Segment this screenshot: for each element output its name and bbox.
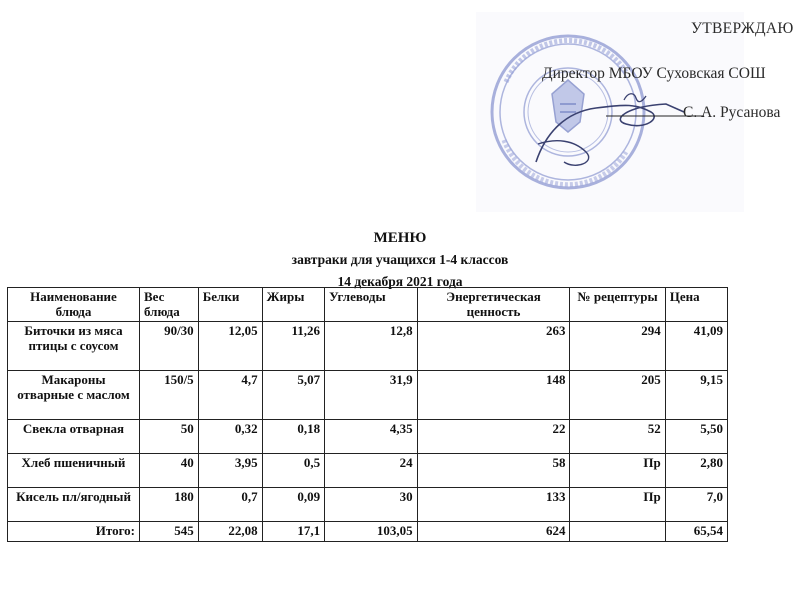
page-title: МЕНЮ xyxy=(373,230,427,246)
dish-fats: 5,07 xyxy=(262,371,324,420)
total-label: Итого: xyxy=(8,522,140,542)
dish-fats: 0,5 xyxy=(262,454,324,488)
dish-carbs: 30 xyxy=(325,488,418,522)
dish-energy: 133 xyxy=(417,488,570,522)
table-header-row xyxy=(8,288,728,322)
total-price: 65,54 xyxy=(665,522,727,542)
dish-energy: 263 xyxy=(417,322,570,371)
col-header-recipe: № рецептуры xyxy=(570,288,665,322)
dish-energy: 58 xyxy=(417,454,570,488)
dish-price: 9,15 xyxy=(665,371,727,420)
dish-energy: 22 xyxy=(417,420,570,454)
dish-carbs: 4,35 xyxy=(325,420,418,454)
menu-table xyxy=(7,287,728,542)
dish-name: Хлеб пшеничный xyxy=(8,454,140,488)
dish-proteins: 0,32 xyxy=(198,420,262,454)
col-header-weight: Вес блюда xyxy=(140,288,199,322)
table-row xyxy=(8,371,728,420)
approval-heading: УТВЕРЖДАЮ xyxy=(691,20,794,37)
dish-weight: 90/30 xyxy=(140,322,199,371)
page-subtitle: завтраки для учащихся 1-4 классов xyxy=(291,252,509,267)
total-weight: 545 xyxy=(140,522,199,542)
dish-name: Кисель пл/ягодный xyxy=(8,488,140,522)
total-fats: 17,1 xyxy=(262,522,324,542)
col-header-proteins: Белки xyxy=(198,288,262,322)
dish-name: Биточки из мяса птицы с соусом xyxy=(8,322,140,371)
dish-fats: 11,26 xyxy=(262,322,324,371)
dish-recipe: 294 xyxy=(570,322,665,371)
dish-proteins: 0,7 xyxy=(198,488,262,522)
dish-proteins: 3,95 xyxy=(198,454,262,488)
col-header-carbs: Углеводы xyxy=(325,288,418,322)
approval-position: Директор МБОУ Суховская СОШ xyxy=(542,65,766,82)
menu-date: 14 декабря 2021 года xyxy=(337,274,463,289)
table-row xyxy=(8,454,728,488)
table-row xyxy=(8,488,728,522)
dish-proteins: 4,7 xyxy=(198,371,262,420)
dish-weight: 40 xyxy=(140,454,199,488)
table-row xyxy=(8,322,728,371)
dish-recipe: Пр xyxy=(570,488,665,522)
total-proteins: 22,08 xyxy=(198,522,262,542)
col-header-dish: Наименование блюда xyxy=(8,288,140,322)
dish-fats: 0,18 xyxy=(262,420,324,454)
dish-recipe: 52 xyxy=(570,420,665,454)
approval-signatory: С. А. Русанова xyxy=(683,104,781,121)
total-energy: 624 xyxy=(417,522,570,542)
table-row xyxy=(8,420,728,454)
total-recipe xyxy=(570,522,665,542)
dish-carbs: 24 xyxy=(325,454,418,488)
dish-weight: 150/5 xyxy=(140,371,199,420)
col-header-energy: Энергетическая ценность xyxy=(417,288,570,322)
dish-price: 41,09 xyxy=(665,322,727,371)
col-header-price: Цена xyxy=(665,288,727,322)
dish-price: 7,0 xyxy=(665,488,727,522)
dish-weight: 180 xyxy=(140,488,199,522)
dish-fats: 0,09 xyxy=(262,488,324,522)
dish-carbs: 31,9 xyxy=(325,371,418,420)
dish-price: 5,50 xyxy=(665,420,727,454)
dish-energy: 148 xyxy=(417,371,570,420)
dish-recipe: 205 xyxy=(570,371,665,420)
dish-weight: 50 xyxy=(140,420,199,454)
dish-price: 2,80 xyxy=(665,454,727,488)
dish-name: Макароны отварные с маслом xyxy=(8,371,140,420)
table-total-row xyxy=(8,522,728,542)
dish-proteins: 12,05 xyxy=(198,322,262,371)
dish-carbs: 12,8 xyxy=(325,322,418,371)
dish-recipe: Пр xyxy=(570,454,665,488)
total-carbs: 103,05 xyxy=(325,522,418,542)
col-header-fats: Жиры xyxy=(262,288,324,322)
dish-name: Свекла отварная xyxy=(8,420,140,454)
